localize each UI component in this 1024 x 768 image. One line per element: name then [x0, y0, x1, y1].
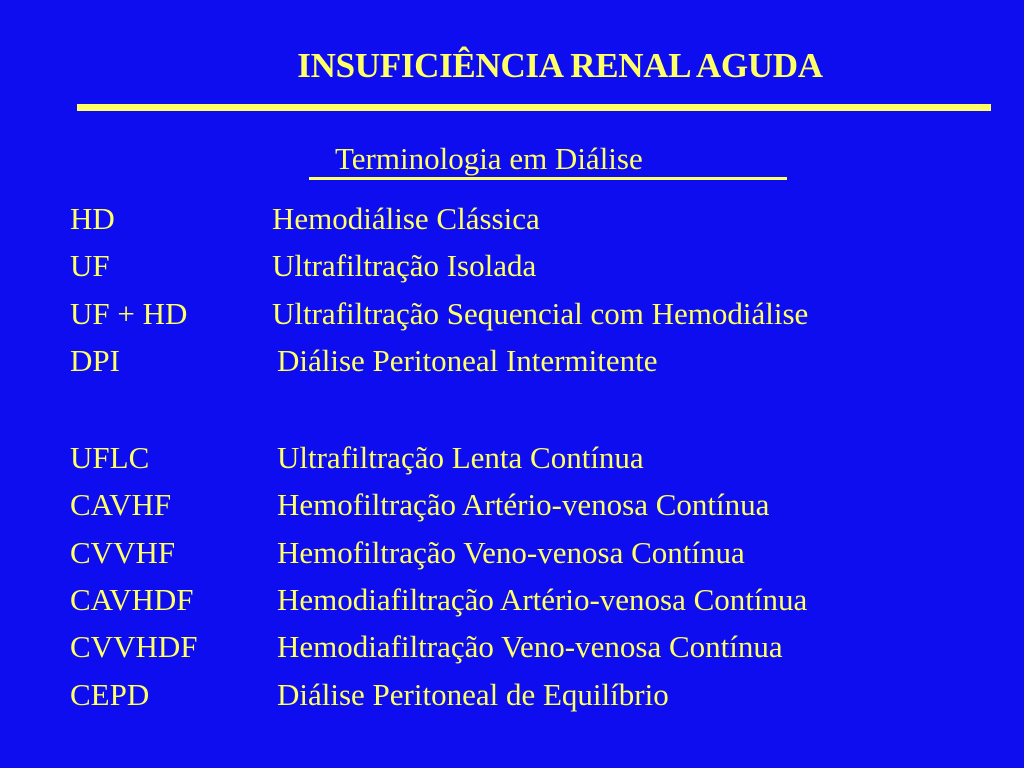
term-abbreviation: CEPD	[70, 677, 150, 712]
term-abbreviation: UFLC	[70, 440, 150, 475]
term-abbreviation: DPI	[70, 343, 120, 378]
term-abbreviation: CAVHDF	[70, 582, 194, 617]
slide-title: INSUFICIÊNCIA RENAL AGUDA	[297, 46, 823, 85]
term-definition: Ultrafiltração Isolada	[272, 248, 537, 283]
term-definition: Diálise Peritoneal Intermitente	[277, 343, 658, 378]
term-definition: Hemodiafiltração Veno-venosa Contínua	[277, 629, 783, 664]
title-divider	[77, 104, 991, 111]
term-definition: Hemodiafiltração Artério-venosa Contínua	[277, 582, 808, 617]
term-abbreviation: CAVHF	[70, 487, 172, 522]
slide-subtitle: Terminologia em Diálise	[335, 141, 643, 176]
term-definition: Hemofiltração Veno-venosa Contínua	[277, 535, 745, 570]
subtitle-underline	[309, 177, 787, 180]
term-abbreviation: UF + HD	[70, 296, 188, 331]
term-definition: Diálise Peritoneal de Equilíbrio	[277, 677, 669, 712]
term-abbreviation: UF	[70, 248, 110, 283]
term-definition: Ultrafiltração Lenta Contínua	[277, 440, 644, 475]
term-abbreviation: CVVHDF	[70, 629, 198, 664]
term-definition: Ultrafiltração Sequencial com Hemodiálise	[272, 296, 809, 331]
term-abbreviation: HD	[70, 201, 115, 236]
term-definition: Hemofiltração Artério-venosa Contínua	[277, 487, 770, 522]
term-abbreviation: CVVHF	[70, 535, 176, 570]
term-definition: Hemodiálise Clássica	[272, 201, 540, 236]
